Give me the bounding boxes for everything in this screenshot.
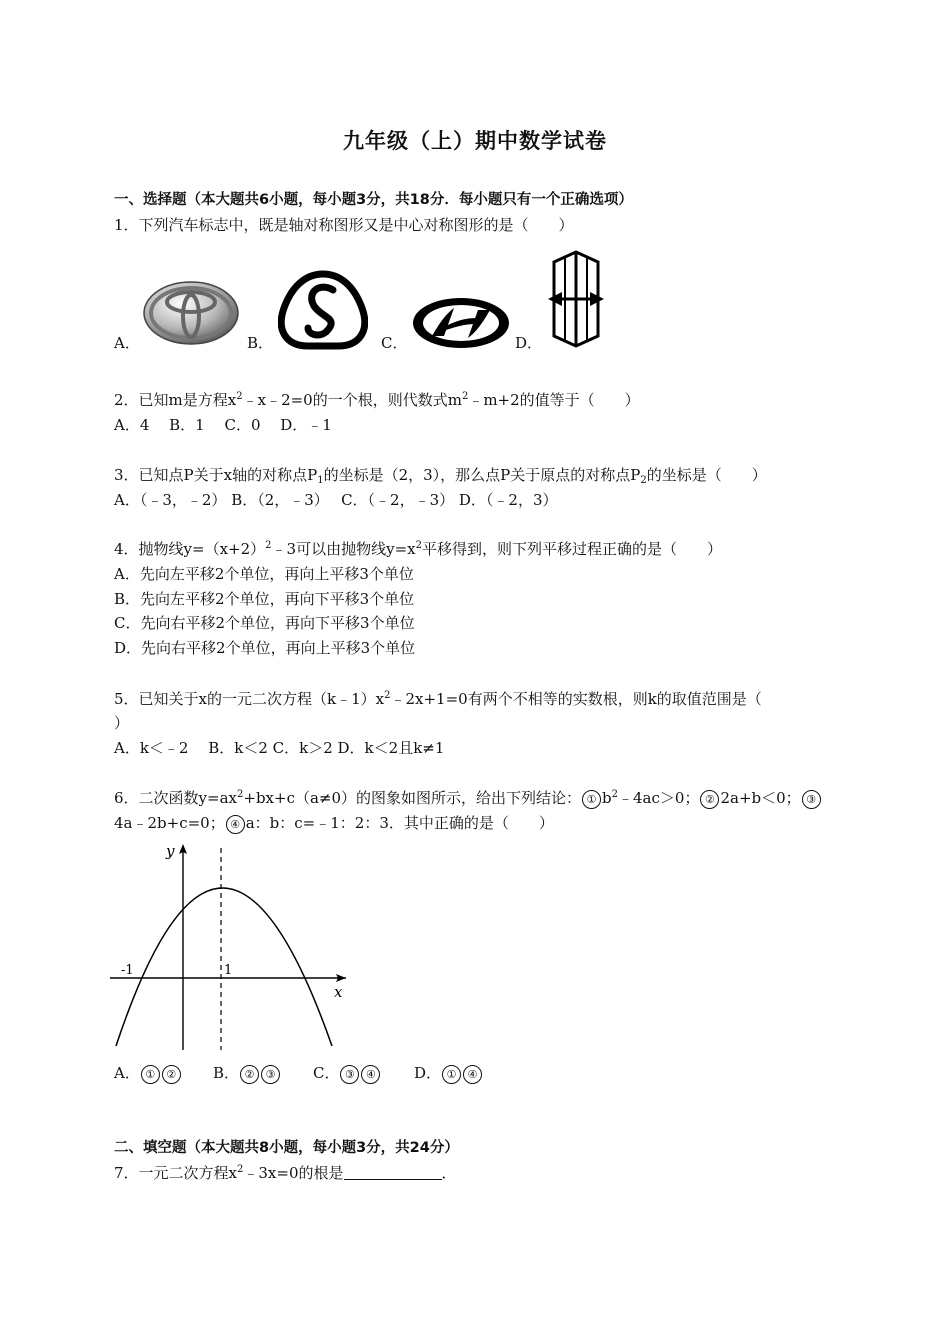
q4-option-d: D．先向右平移2个单位，再向上平移3个单位 <box>114 639 416 657</box>
page-title: 九年级（上）期中数学试卷 <box>343 129 607 153</box>
q4-option-b: B．先向左平移2个单位，再向下平移3个单位 <box>114 590 415 608</box>
q1-option-a: A． <box>114 334 140 352</box>
q6-option-c: C． ③ ④ <box>313 1064 381 1084</box>
q3-stem: 3．已知点P关于x轴的对称点$P_1$的坐标是（2，3），那么点P关于原点的对称点$P_2$的坐标是（ ） <box>114 466 767 486</box>
q5-stem: 5．已知关于x的一元二次方程$(k﹣1)x^2﹣2x+1=0$有两个不相等的实数根，则k的取值范围是（ <box>114 690 762 708</box>
q5-stem-line2: ） <box>114 714 130 732</box>
q2-options: A．4 B．1 C．0 D．﹣1 <box>114 416 332 434</box>
q4-option-a: A．先向左平移2个单位，再向上平移3个单位 <box>114 565 414 583</box>
lincoln-logo <box>546 250 606 348</box>
q1-option-d: D． <box>515 334 543 352</box>
toyota-logo <box>142 280 240 346</box>
section-1-heading: 一、选择题（本大题共6小题，每小题3分，共18分．每小题只有一个正确选项） <box>114 192 633 208</box>
q6-stem-line2: 4a﹣2b+c=0； ④ a：b：c=﹣1：2：3．其中正确的是（ ） <box>114 814 554 832</box>
swirl-logo <box>278 270 368 350</box>
parabola-graph <box>110 840 355 1055</box>
q6-option-d: D． ① ④ <box>414 1064 483 1084</box>
q1-stem: 1．下列汽车标志中，既是轴对称图形又是中心对称图形的是（ ） <box>114 216 574 234</box>
hyundai-logo <box>410 296 512 350</box>
x-axis-label: x <box>334 983 343 1001</box>
tick-label-1: 1 <box>224 963 233 978</box>
q7-stem: 7．一元二次方程$x^2﹣3x=0$的根是 ． <box>114 1164 457 1182</box>
q6-option-a: A． ① ② <box>114 1064 182 1084</box>
q4-stem: 4．抛物线$y=(x+2)^2﹣3$可以由抛物线$y=x^2$平移得到，则下列平移过程正确的是（ ） <box>114 540 722 558</box>
section-2-heading: 二、填空题（本大题共8小题，每小题3分，共24分） <box>114 1140 459 1156</box>
q2-stem: 2．已知m是方程$x^2﹣x﹣2=0$的一个根，则代数式$m^2﹣m+2$的值等于（ ） <box>114 391 640 409</box>
q4-option-c: C．先向右平移2个单位，再向下平移3个单位 <box>114 614 415 632</box>
q5-options: A．k＜﹣2 B．k＜2 C．k＞2 D．k＜2且k≠1 <box>114 739 445 757</box>
y-axis-label: y <box>166 842 175 860</box>
tick-label-neg1: -1 <box>121 963 134 978</box>
q7-answer-blank[interactable] <box>344 1165 442 1180</box>
q1-option-b: B． <box>247 334 274 352</box>
q3-options: A．（﹣3，﹣2） B．（2，﹣3） C．（﹣2，﹣3） D．（﹣2，3） <box>114 491 558 509</box>
q1-option-c: C． <box>381 334 408 352</box>
q6-stem-line1: 6．二次函数$y=ax^2+bx+c(a\ne 0)$的图象如图所示，给出下列结论： ① $b^2﹣4ac>0$； ② 2a+b＜0； ③ <box>114 789 822 809</box>
q6-option-b: B． ② ③ <box>213 1064 281 1084</box>
